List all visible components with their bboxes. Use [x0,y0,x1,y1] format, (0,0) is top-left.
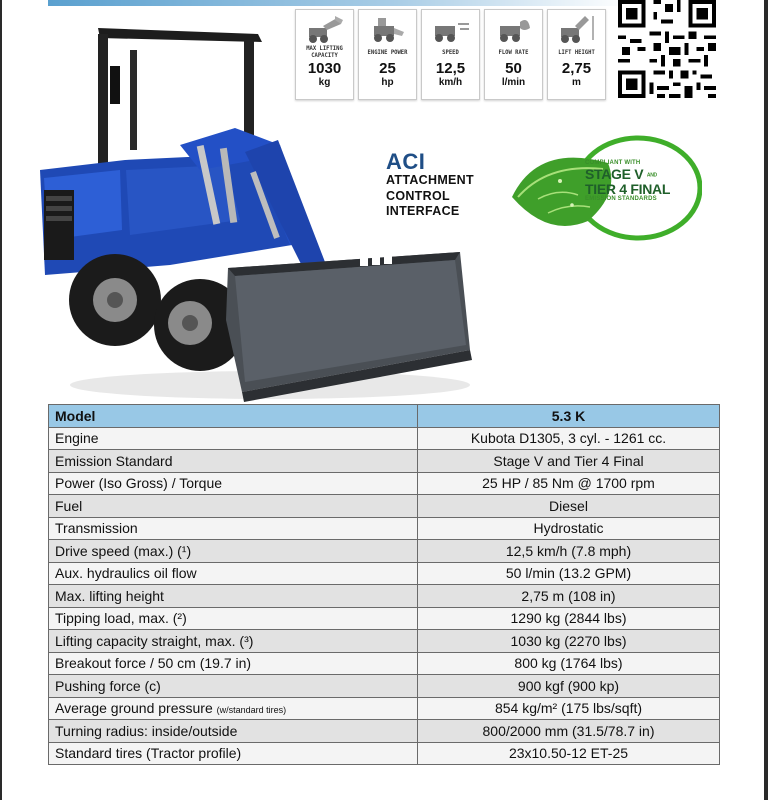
aci-line-attachment: ATTACHMENT [386,173,474,187]
table-row: Turning radius: inside/outside 800/2000 mm (31.5/78.7 in) [49,720,720,743]
spec-tile-engine-power: ENGINE POWER 25 hp [358,9,417,100]
loader-engine-icon [368,14,408,44]
qr-code-icon[interactable] [618,0,716,98]
spec-tile-lifting-capacity: MAX LIFTING CAPACITY 1030 kg [295,9,354,100]
table-row: Average ground pressure (w/standard tires) 854 kg/m² (175 lbs/sqft) [49,697,720,720]
loader-lifting-icon [305,14,345,44]
loader-height-icon [557,14,597,44]
table-row: Lifting capacity straight, max. (³) 1030 kg (2270 lbs) [49,630,720,653]
table-row: Pushing force (c) 900 kgf (900 kp) [49,675,720,698]
header-value: 5.3 K [418,405,720,428]
table-row: Breakout force / 50 cm (19.7 in) 800 kg (1764 lbs) [49,652,720,675]
loader-flow-icon [494,14,534,44]
table-header-row [49,405,720,428]
aci-line-interface: INTERFACE [386,204,460,218]
table-row: Engine Kubota D1305, 3 cyl. - 1261 cc. [49,427,720,450]
table-row: Tipping load, max. (²) 1290 kg (2844 lbs) [49,607,720,630]
spec-tile-lift-height: LIFT HEIGHT 2,75 m [547,9,606,100]
emission-badge-text: COMPLIANT WITH STAGE V AND TIER 4 FINAL EMISSION STANDARDS [585,160,671,203]
table-row: Transmission Hydrostatic [49,517,720,540]
table-row: Power (Iso Gross) / Torque 25 HP / 85 Nm @ 1700 rpm [49,472,720,495]
spec-tile-speed: SPEED 12,5 km/h [421,9,480,100]
table-row: Standard tires (Tractor profile) 23x10.50-12 ET-25 [49,742,720,765]
page-border-left [0,0,2,800]
spec-tile-flow-rate: FLOW RATE 50 l/min [484,9,543,100]
table-row: Aux. hydraulics oil flow 50 l/min (13.2 GPM) [49,562,720,585]
loader-speed-icon [431,14,471,44]
aci-line-control: CONTROL [386,189,450,203]
table-row: Fuel Diesel [49,495,720,518]
table-row: Max. lifting height 2,75 m (108 in) [49,585,720,608]
spec-table [48,404,720,765]
table-row: Emission Standard Stage V and Tier 4 Final [49,450,720,473]
aci-title: ACI [386,149,426,174]
page-border-right [764,0,768,800]
top-accent-strip [48,0,628,6]
header-label: Model [49,405,418,428]
table-row: Drive speed (max.) (¹) 12,5 km/h (7.8 mph) [49,540,720,563]
